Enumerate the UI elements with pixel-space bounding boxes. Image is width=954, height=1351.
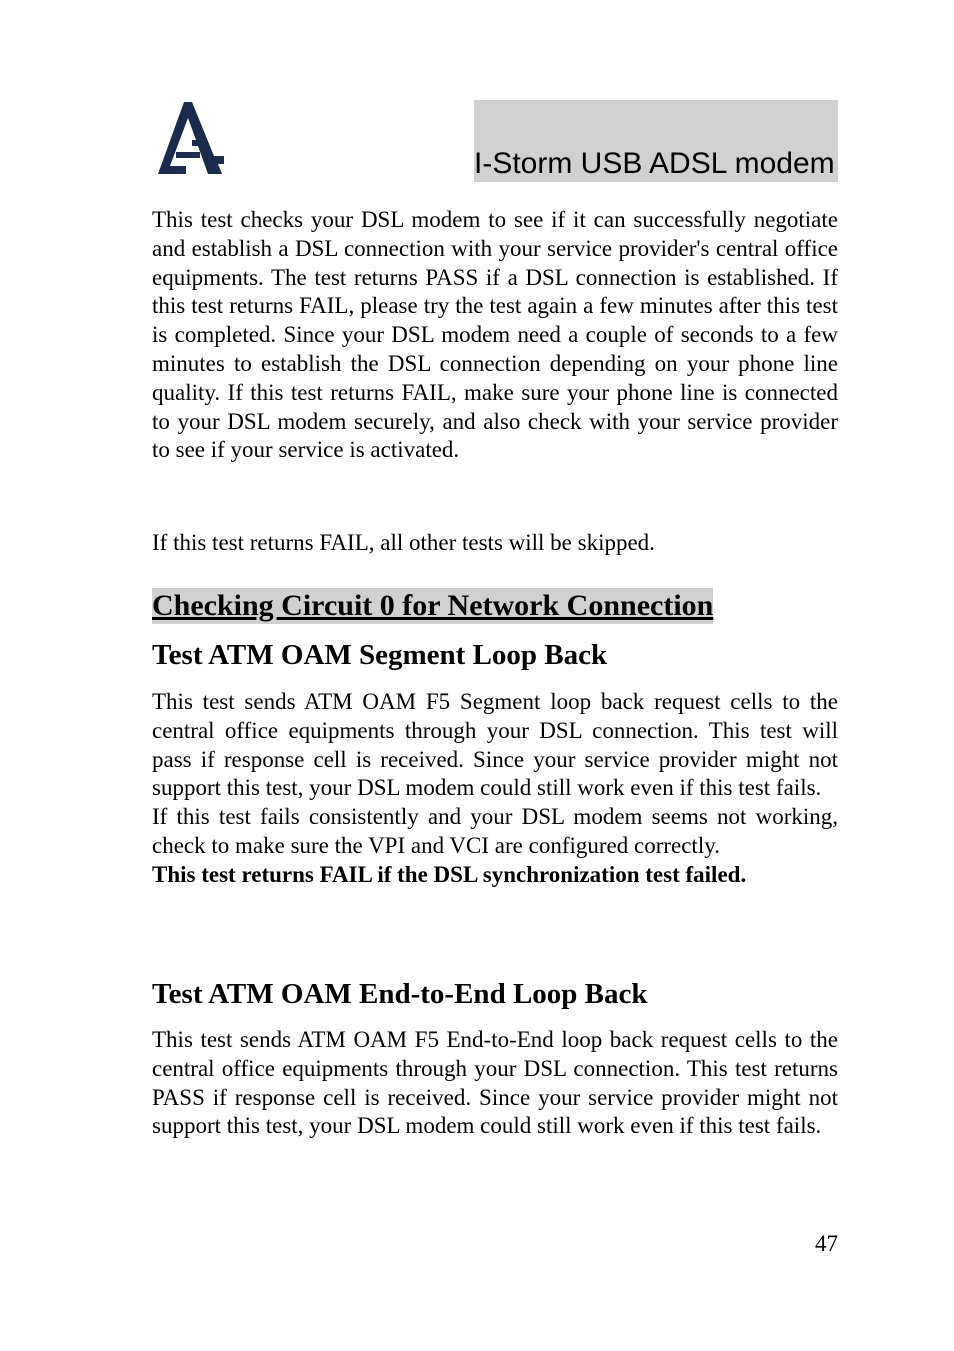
intro-paragraph: This test checks your DSL modem to see if it can successfully negotiate and establish a DSL connection with your service provider's central office equipments. The test returns PASS if a DSL connection is established. If this test returns FAIL, please try the test again a few minutes after this test is completed. Since your DSL modem need a couple of seconds to a few minutes to establish the DSL connection depending on your phone line quality. If this test returns FAIL, make sure your phone line is connected to your DSL modem securely, and also check with your service provider to see if your service is activated.: [152, 207, 838, 463]
section-title: Checking Circuit 0 for Network Connection: [152, 589, 714, 622]
segment-test-heading: Test ATM OAM Segment Loop Back: [152, 639, 608, 671]
segment-test-para2: If this test fails consistently and your DSL modem seems not working, check to make sure the VPI and VCI are configured correctly.: [152, 804, 838, 858]
segment-test-body: [152, 688, 838, 890]
segment-test-para1: This test sends ATM OAM F5 Segment loop back request cells to the central office equipments through your DSL connection. This test will pass if response cell is received. Since your service provider might not support this test, your DSL modem could still work even if this test fails.: [152, 689, 838, 801]
atlantis-logo-icon: [156, 100, 226, 176]
segment-test-bold-note: This test returns FAIL if the DSL synchronization test failed.: [152, 861, 747, 887]
end-to-end-test-para: This test sends ATM OAM F5 End-to-End loop back request cells to the central office equipments through your DSL connection. This test returns PASS if response cell is received. Since your service provider might not support this test, your DSL modem could still work even if this test fails.: [152, 1027, 838, 1139]
page-header-title: I-Storm USB ADSL modem: [474, 147, 835, 180]
end-to-end-test-heading: Test ATM OAM End-to-End Loop Back: [152, 978, 648, 1010]
page-number: 47: [815, 1231, 838, 1256]
skip-note: If this test returns FAIL, all other tests will be skipped.: [152, 530, 655, 555]
